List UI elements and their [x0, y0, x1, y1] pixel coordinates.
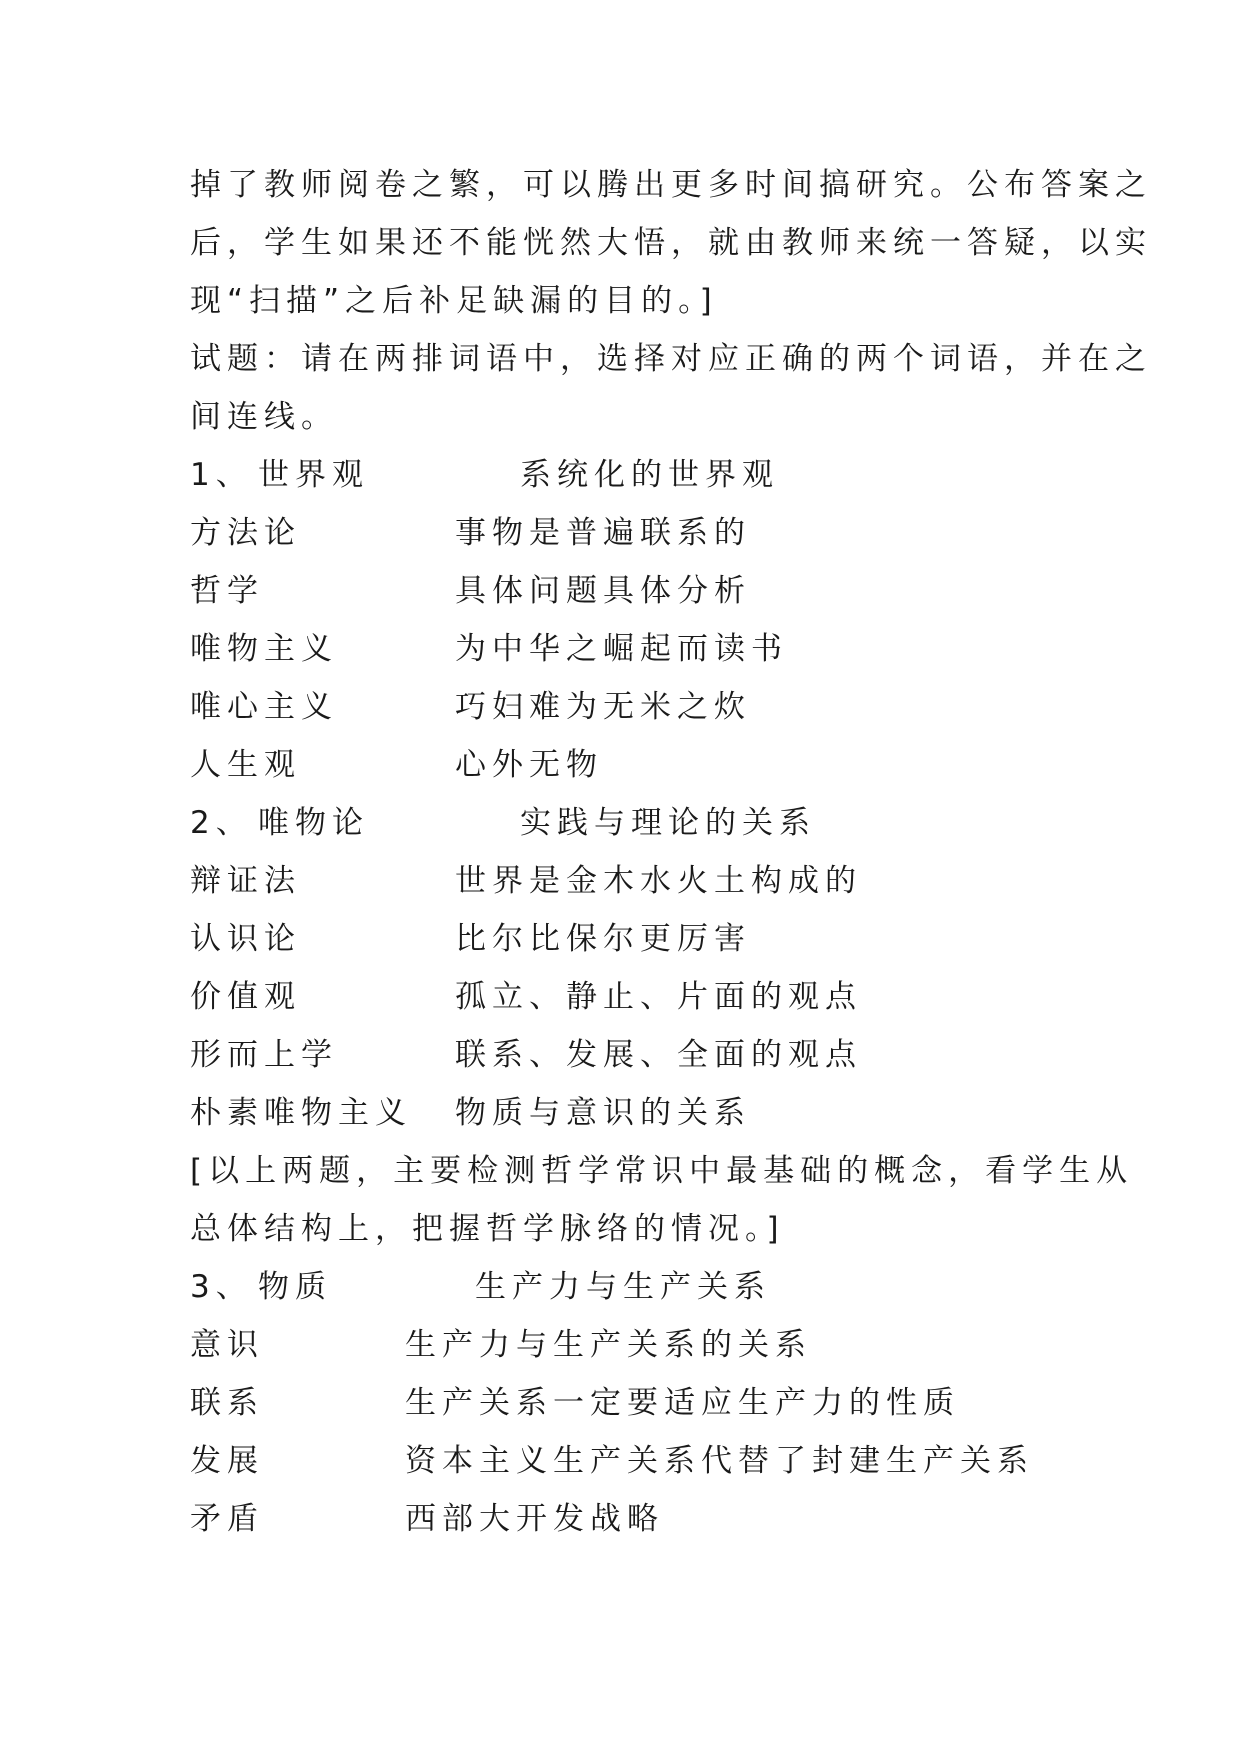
note-line: [以上两题，主要检测哲学常识中最基础的概念，看学生从 — [190, 1153, 1134, 1189]
q3-right-term: 生产力与生产关系的关系 — [405, 1327, 812, 1363]
q1-right-term: 具体问题具体分析 — [455, 573, 751, 609]
q3-right-term: 西部大开发战略 — [405, 1501, 664, 1537]
q2-header-left: 唯物论 — [258, 805, 369, 841]
q1-left-term: 方法论 — [190, 515, 301, 551]
q2-row — [190, 910, 1070, 968]
intro-line: 掉了教师阅卷之繁，可以腾出更多时间搞研究。公布答案之 — [190, 167, 1152, 203]
q1-left-term: 人生观 — [190, 747, 301, 783]
question-prompt: 间连线。 — [190, 399, 338, 435]
q3-row — [190, 1490, 1070, 1548]
q2-header — [190, 794, 1070, 852]
q2-left-term: 价值观 — [190, 979, 301, 1015]
q3-number: 3、 — [190, 1269, 253, 1305]
q3-header-right: 生产力与生产关系 — [475, 1269, 771, 1305]
q1-row — [190, 736, 1070, 794]
q2-right-term: 联系、发展、全面的观点 — [455, 1037, 862, 1073]
q1-right-term: 事物是普遍联系的 — [455, 515, 751, 551]
q2-right-term: 世界是金木水火土构成的 — [455, 863, 862, 899]
q1-number: 1、 — [190, 457, 253, 493]
intro-line: 后，学生如果还不能恍然大悟，就由教师来统一答疑，以实 — [190, 225, 1152, 261]
q3-row — [190, 1432, 1070, 1490]
q2-row — [190, 852, 1070, 910]
q1-left-term: 唯心主义 — [190, 689, 338, 725]
q1-header-right: 系统化的世界观 — [520, 457, 779, 493]
q3-row — [190, 1374, 1070, 1432]
q2-left-term: 认识论 — [190, 921, 301, 957]
q1-right-term: 为中华之崛起而读书 — [455, 631, 788, 667]
q1-row — [190, 562, 1070, 620]
intro-line: 现“扫描”之后补足缺漏的目的。] — [190, 283, 718, 319]
q3-header — [190, 1258, 1070, 1316]
q3-header-left: 物质 — [258, 1269, 332, 1305]
q1-header-left: 世界观 — [258, 457, 369, 493]
q3-left-term: 发展 — [190, 1443, 264, 1479]
q2-header-right: 实践与理论的关系 — [520, 805, 816, 841]
q3-row — [190, 1316, 1070, 1374]
q3-left-term: 意识 — [190, 1327, 264, 1363]
question-prompt: 试题：请在两排词语中，选择对应正确的两个词语，并在之 — [190, 341, 1152, 377]
q2-number: 2、 — [190, 805, 253, 841]
q3-left-term: 联系 — [190, 1385, 264, 1421]
q1-header — [190, 446, 1070, 504]
q1-right-term: 心外无物 — [455, 747, 603, 783]
document-body — [190, 156, 1152, 1548]
q2-right-term: 比尔比保尔更厉害 — [455, 921, 751, 957]
q2-left-term: 朴素唯物主义 — [190, 1095, 412, 1131]
q3-left-term: 矛盾 — [190, 1501, 264, 1537]
q1-left-term: 哲学 — [190, 573, 264, 609]
q2-right-term: 孤立、静止、片面的观点 — [455, 979, 862, 1015]
q2-right-term: 物质与意识的关系 — [455, 1095, 751, 1131]
q3-right-term: 生产关系一定要适应生产力的性质 — [405, 1385, 960, 1421]
q2-row — [190, 1084, 1070, 1142]
q2-row — [190, 968, 1070, 1026]
q2-left-term: 形而上学 — [190, 1037, 338, 1073]
q1-right-term: 巧妇难为无米之炊 — [455, 689, 751, 725]
note-line: 总体结构上，把握哲学脉络的情况。] — [190, 1211, 785, 1247]
q1-left-term: 唯物主义 — [190, 631, 338, 667]
q1-row — [190, 620, 1070, 678]
q2-left-term: 辩证法 — [190, 863, 301, 899]
q1-row — [190, 504, 1070, 562]
q1-row — [190, 678, 1070, 736]
q3-right-term: 资本主义生产关系代替了封建生产关系 — [405, 1443, 1034, 1479]
q2-row — [190, 1026, 1070, 1084]
